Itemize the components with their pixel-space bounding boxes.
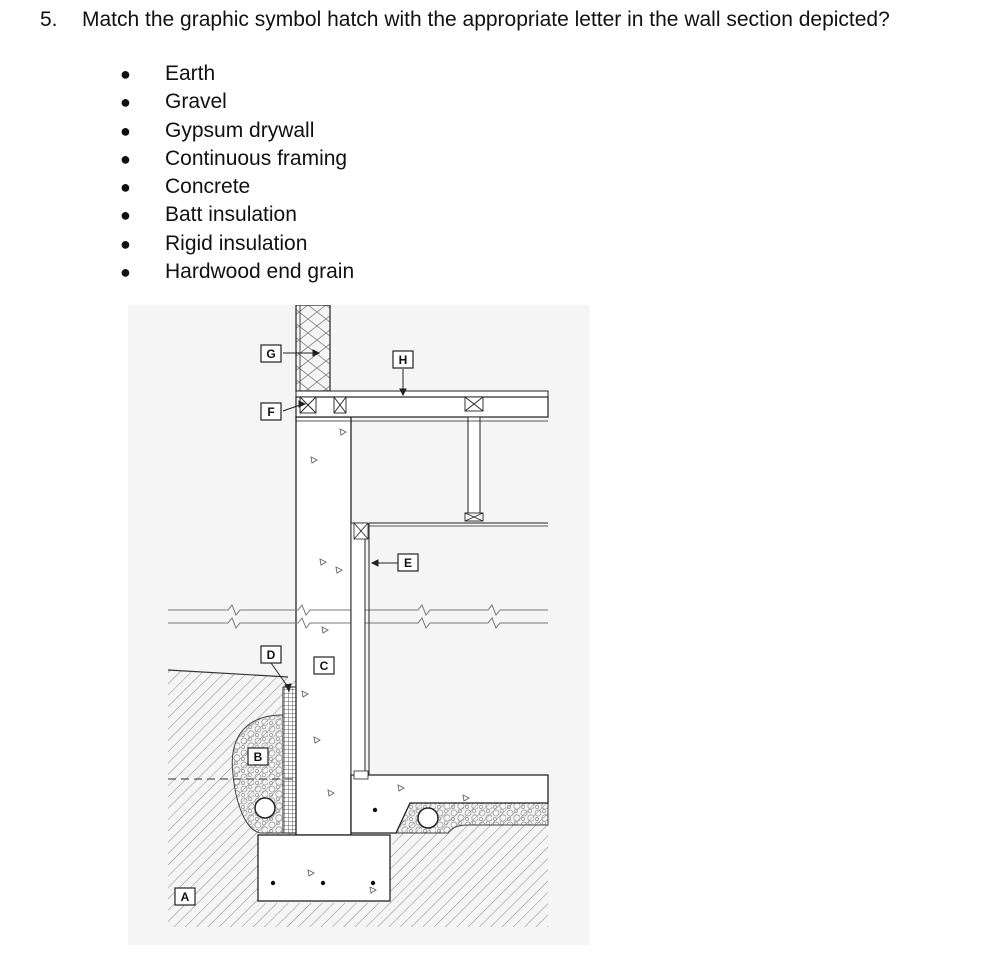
list-item bbox=[120, 88, 354, 116]
list-item bbox=[120, 60, 354, 88]
wall-section-figure bbox=[128, 305, 590, 945]
rigid-insulation-strip bbox=[283, 687, 296, 833]
label-h bbox=[393, 351, 413, 368]
list-item bbox=[120, 145, 354, 173]
bullet-icon: ● bbox=[120, 262, 131, 283]
option-label: Batt insulation bbox=[165, 203, 297, 227]
option-label: Hardwood end grain bbox=[165, 260, 355, 284]
concrete-footing bbox=[258, 835, 390, 901]
question-text: Match the graphic symbol hatch with the appropriate letter in the wall section depicted? bbox=[82, 8, 890, 31]
wall-section-drawing bbox=[128, 305, 590, 945]
label-c bbox=[314, 657, 334, 674]
question-number: 5. bbox=[40, 8, 58, 31]
option-label: Concrete bbox=[165, 175, 251, 199]
option-label: Rigid insulation bbox=[165, 231, 308, 255]
bullet-icon: ● bbox=[120, 148, 131, 169]
svg-text:A: A bbox=[180, 890, 190, 904]
svg-text:D: D bbox=[266, 648, 276, 662]
bullet-icon: ● bbox=[120, 120, 131, 141]
interior-wall-finish bbox=[351, 523, 365, 775]
option-label: Gravel bbox=[165, 90, 227, 114]
list-item bbox=[120, 230, 354, 258]
subfloor bbox=[296, 391, 548, 397]
concrete-wall bbox=[296, 417, 351, 835]
label-f bbox=[261, 403, 281, 420]
svg-text:H: H bbox=[398, 353, 408, 367]
bullet-icon: ● bbox=[120, 64, 131, 84]
svg-text:F: F bbox=[267, 405, 275, 419]
svg-text:C: C bbox=[319, 659, 329, 673]
answer-options-list bbox=[120, 60, 354, 286]
question-prompt bbox=[40, 8, 890, 32]
label-e bbox=[398, 554, 418, 571]
bullet-icon: ● bbox=[120, 177, 131, 198]
label-b bbox=[248, 748, 268, 765]
list-item bbox=[120, 173, 354, 201]
beam bbox=[468, 417, 480, 517]
svg-text:G: G bbox=[266, 347, 276, 361]
label-a bbox=[175, 888, 195, 905]
svg-text:E: E bbox=[403, 556, 413, 570]
option-label: Gypsum drywall bbox=[165, 118, 315, 142]
batt-insulation bbox=[296, 305, 330, 391]
drain-pipe-icon bbox=[255, 798, 275, 818]
svg-text:B: B bbox=[253, 750, 263, 764]
option-label: Earth bbox=[165, 62, 216, 85]
label-d bbox=[261, 646, 281, 663]
label-g bbox=[261, 345, 281, 362]
bullet-icon: ● bbox=[120, 92, 131, 113]
list-item bbox=[120, 117, 354, 145]
bullet-icon: ● bbox=[120, 205, 131, 226]
list-item bbox=[120, 201, 354, 229]
drain-pipe-icon bbox=[418, 808, 438, 828]
bullet-icon: ● bbox=[120, 233, 131, 254]
option-label: Continuous framing bbox=[165, 146, 348, 170]
list-item bbox=[120, 258, 354, 286]
